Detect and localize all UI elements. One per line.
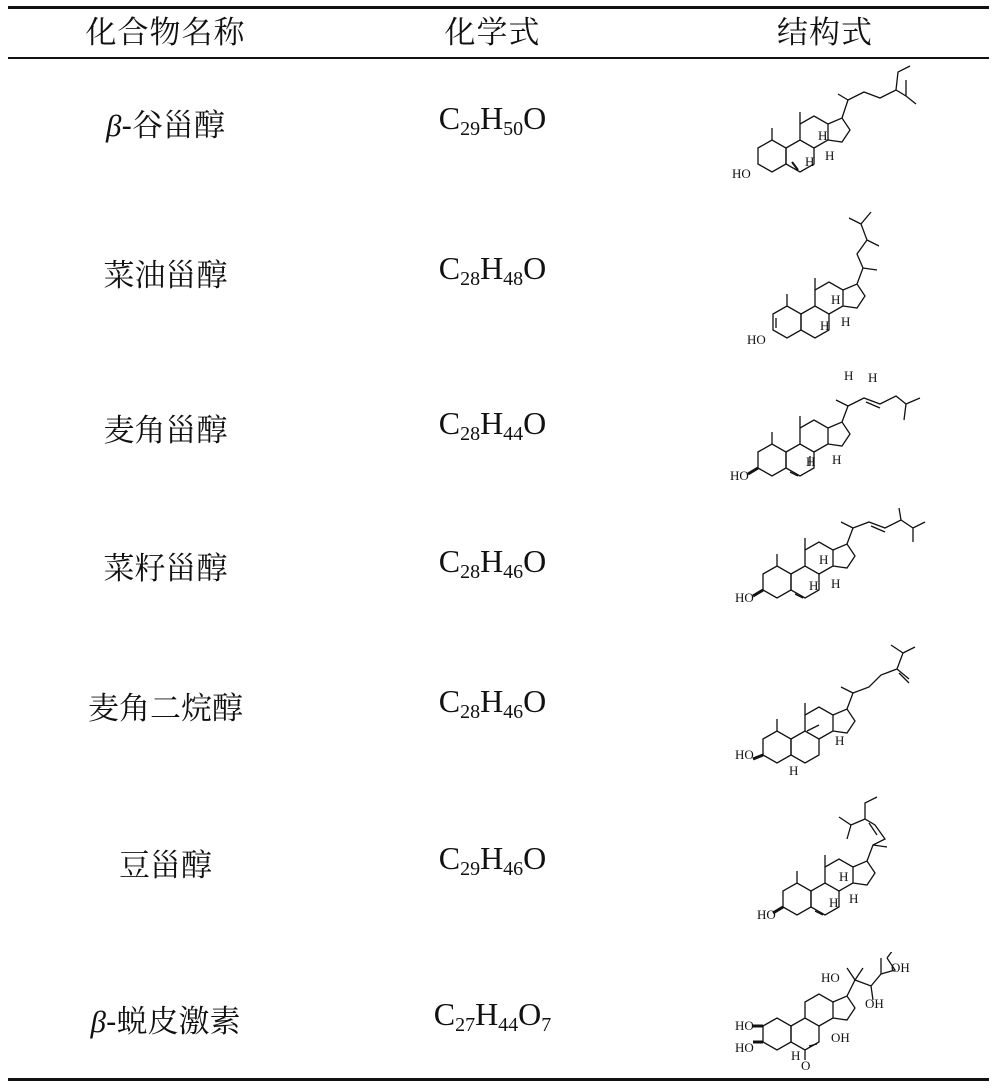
chemical-formula: $C_{29}H_{50}O$ — [438, 100, 547, 140]
table-header-rule — [8, 57, 989, 59]
svg-text:HO: HO — [730, 468, 749, 483]
header-structure: 结构式 — [777, 15, 873, 51]
svg-text:H: H — [820, 318, 830, 333]
compound-name: 菜油甾醇 — [103, 258, 228, 294]
svg-text:H: H — [831, 292, 841, 307]
compound-name: β-蜕皮激素 — [90, 1004, 241, 1040]
compound-name: 麦角甾醇 — [103, 413, 228, 449]
ergosterol-structure-icon — [730, 368, 930, 490]
compound-name: β-谷甾醇 — [106, 108, 225, 144]
svg-text:H: H — [835, 733, 845, 748]
chemical-formula: $C_{27}H_{44}O_7$ — [433, 996, 552, 1036]
svg-text:H: H — [832, 452, 842, 467]
svg-text:H: H — [844, 368, 854, 383]
compound-name: 豆甾醇 — [119, 848, 212, 884]
svg-text:H: H — [809, 578, 819, 593]
svg-text:H: H — [868, 370, 878, 385]
svg-text:H: H — [818, 128, 828, 143]
header-compound-name: 化合物名称 — [85, 15, 246, 51]
svg-text:H: H — [841, 314, 851, 329]
svg-text:H: H — [806, 454, 816, 469]
chemical-formula: $C_{28}H_{44}O$ — [438, 405, 547, 445]
campesterol-structure-icon — [745, 210, 925, 350]
svg-text:H: H — [825, 148, 835, 163]
chemical-formula: $C_{29}H_{46}O$ — [438, 840, 547, 880]
svg-text:OH: OH — [865, 996, 884, 1011]
beta-sitosterol-structure-icon — [730, 60, 930, 190]
header-formula: 化学式 — [444, 15, 541, 51]
svg-text:HO: HO — [735, 1040, 754, 1055]
chemical-formula: $C_{28}H_{46}O$ — [438, 543, 547, 583]
compound-name: 菜籽甾醇 — [103, 551, 228, 587]
beta-ecdysone-structure-icon — [735, 952, 935, 1072]
svg-text:HO: HO — [747, 332, 766, 347]
svg-text:H: H — [819, 552, 829, 567]
svg-text:OH: OH — [831, 1030, 850, 1045]
brassicasterol-structure-icon — [735, 508, 935, 608]
svg-text:H: H — [789, 763, 799, 775]
svg-text:H: H — [849, 891, 859, 906]
table-top-rule — [8, 6, 989, 9]
svg-text:H: H — [831, 576, 841, 591]
svg-text:HO: HO — [735, 590, 754, 605]
chemical-formula: $C_{28}H_{48}O$ — [438, 250, 547, 290]
svg-text:HO: HO — [735, 747, 754, 762]
svg-text:HO: HO — [757, 907, 776, 922]
svg-text:O: O — [801, 1058, 811, 1072]
stigmasterol-structure-icon — [755, 795, 935, 930]
svg-text:H: H — [839, 869, 849, 884]
chemical-formula: $C_{28}H_{46}O$ — [438, 683, 547, 723]
svg-text:HO: HO — [821, 970, 840, 985]
table-bottom-rule — [8, 1078, 989, 1081]
ergostadienol-structure-icon — [735, 635, 935, 775]
svg-text:OH: OH — [891, 960, 910, 975]
svg-text:H: H — [805, 154, 815, 169]
svg-text:H: H — [791, 1048, 801, 1063]
svg-text:H: H — [829, 895, 839, 910]
compound-name: 麦角二烷醇 — [88, 691, 243, 727]
svg-text:HO: HO — [732, 166, 751, 181]
svg-text:HO: HO — [735, 1018, 754, 1033]
